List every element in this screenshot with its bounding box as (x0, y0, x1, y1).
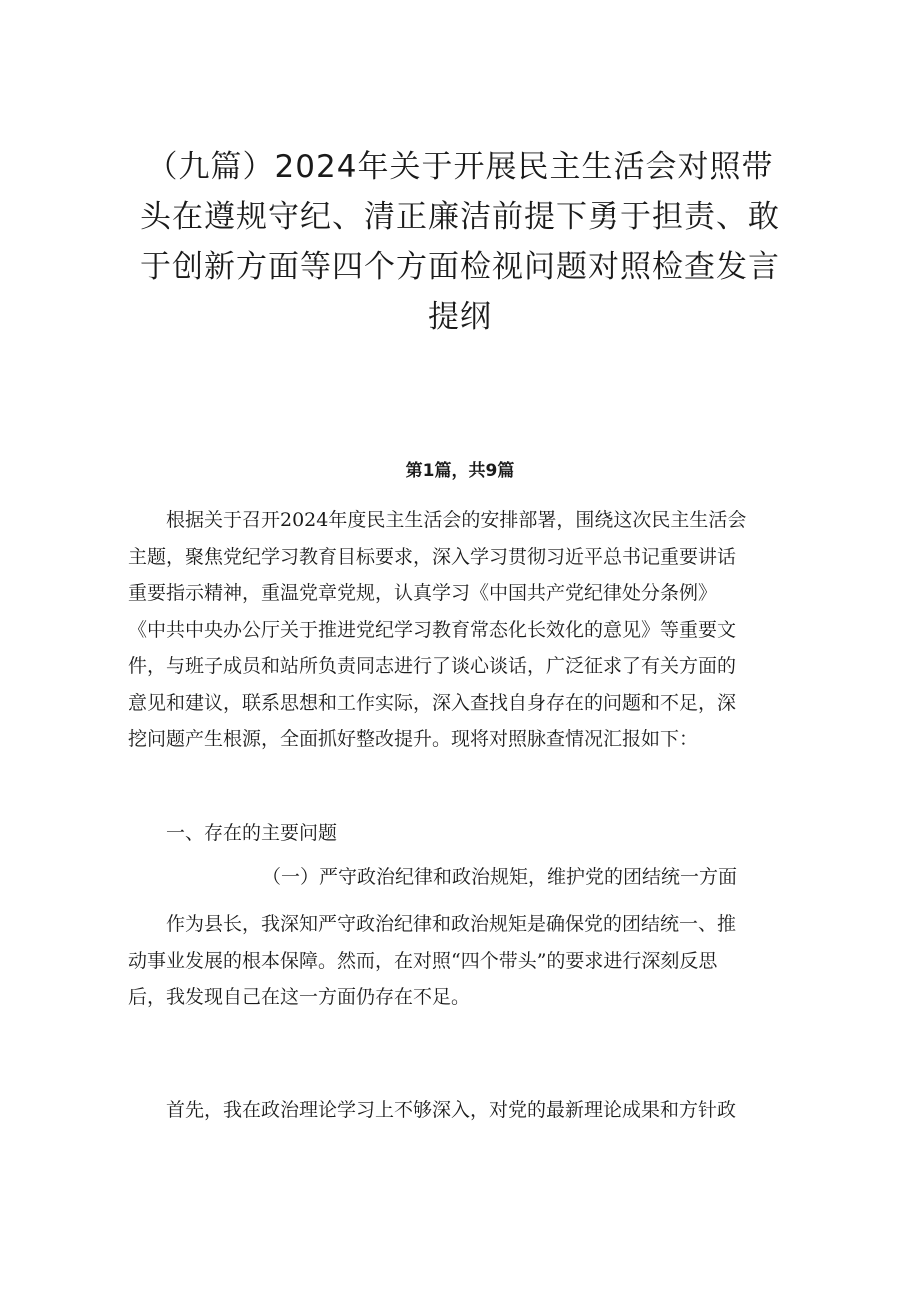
paragraph-line: 主题，聚焦党纪学习教育目标要求，深入学习贯彻习近平总书记重要讲话 (128, 545, 737, 568)
paragraph-line: 根据关于召开2024年度民主生活会的安排部署，围绕这次民主生活会 (128, 509, 747, 531)
paragraph-line: 动事业发展的根本保障。然而，在对照“四个带头”的要求进行深刻反思 (128, 949, 718, 972)
intro-paragraph (128, 502, 813, 758)
paragraph-line: 重要指示精神，重温党章党规，认真学习《中国共产党纪律处分条例》 (128, 582, 718, 604)
title-line: 于创新方面等四个方面检视问题对照检查发言 (140, 249, 780, 285)
title-line: 提纲 (428, 299, 492, 335)
body-paragraph (128, 1092, 813, 1129)
title-line: 头在遵规守纪、清正廉洁前提下勇于担责、敢 (140, 199, 780, 235)
paragraph-line: 意见和建议，联系思想和工作实际，深入查找自身存在的问题和不足，深 (128, 691, 737, 714)
paragraph-line: 作为县长，我深知严守政治纪律和政治规矩是确保党的团结统一、推 (128, 913, 737, 935)
title-line: （九篇）2024年关于开展民主生活会对照带 (146, 149, 774, 185)
part-indicator: 第1篇，共9篇 (405, 461, 515, 481)
body-paragraph (128, 906, 813, 1016)
paragraph-line: 后，我发现自己在这一方面仍存在不足。 (128, 986, 471, 1008)
paragraph-line: 件，与班子成员和站所负责同志进行了谈心谈话，广泛征求了有关方面的 (128, 655, 737, 677)
paragraph-line: 《中共中央办公厅关于推进党纪学习教育常态化长效化的意见》等重要文 (128, 618, 737, 641)
subsection-heading: （一）严守政治纪律和政治规矩，维护党的团结统一方面 (262, 866, 738, 888)
paragraph-line: 首先，我在政治理论学习上不够深入，对党的最新理论成果和方针政 (128, 1099, 737, 1121)
section-heading: 一、存在的主要问题 (166, 822, 338, 844)
document-title (90, 142, 830, 342)
paragraph-line: 挖问题产生根源，全面抓好整改提升。现将对照脉查情况汇报如下： (128, 728, 699, 750)
